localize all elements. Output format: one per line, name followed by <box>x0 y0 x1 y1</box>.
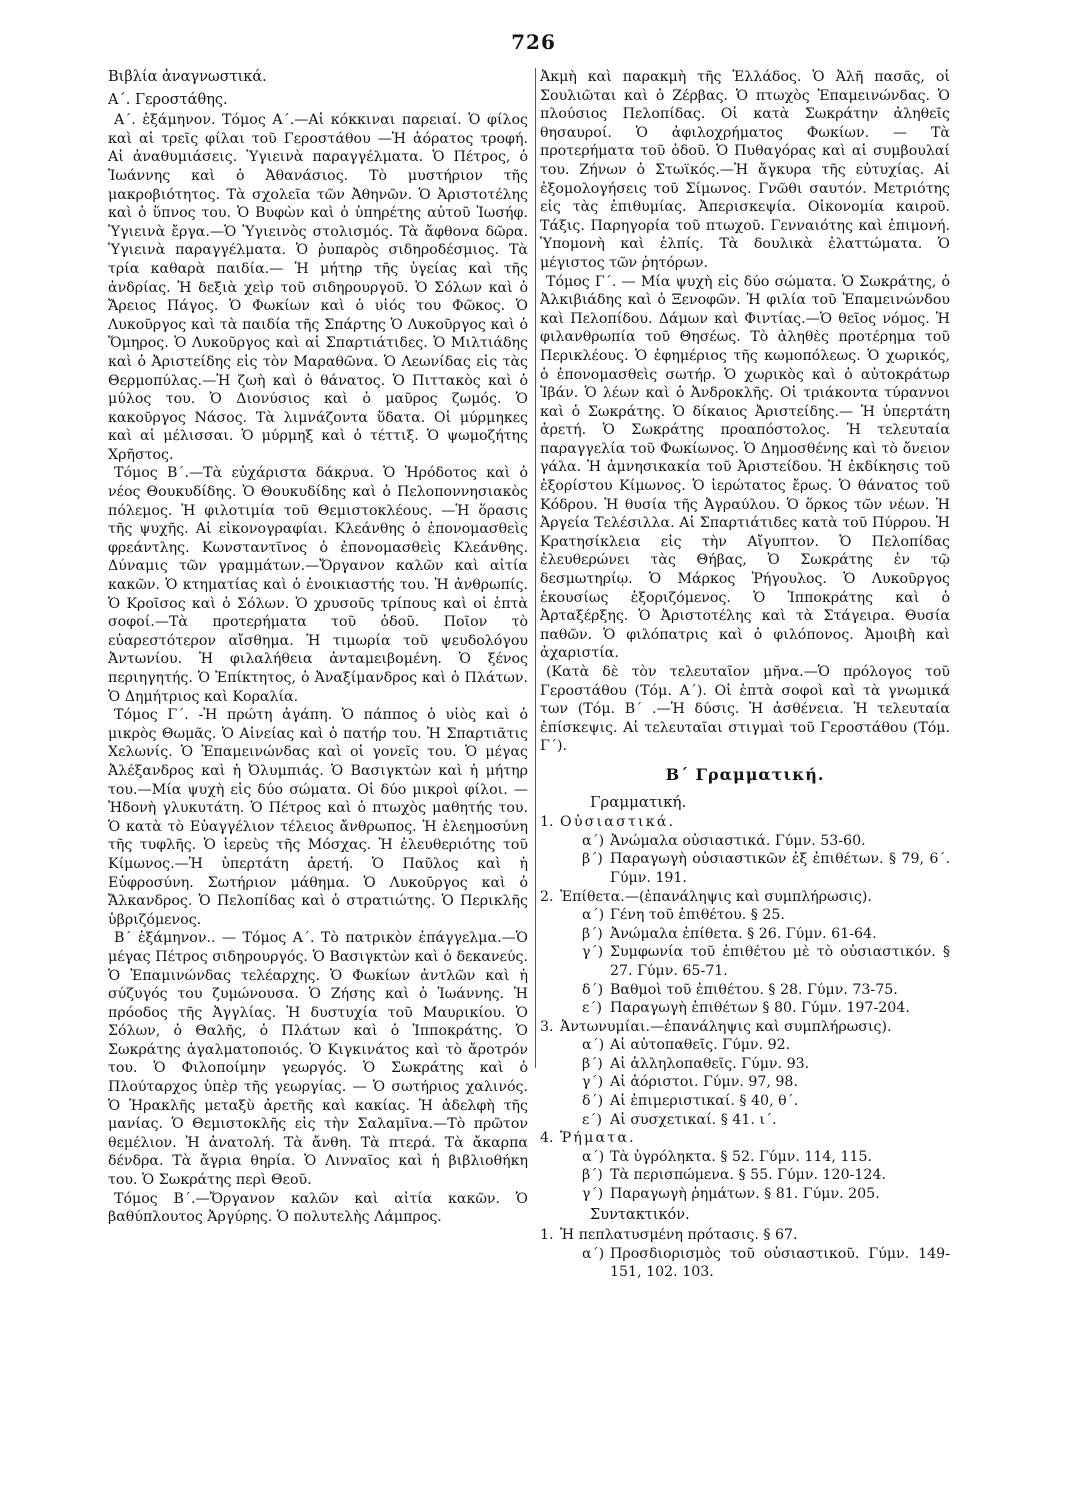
sub-label: β΄) <box>582 925 603 942</box>
list-text: Ῥήματα. <box>560 1130 636 1147</box>
sub-text: Αἱ ἀλληλοπαθεῖς. Γύμν. 93. <box>610 1055 810 1072</box>
paragraph: Τόμος Β΄.—Ὄργανον καλῶν καὶ αἰτία κακῶν. Ὁ βαθύπλουτος Ἀργύρης. Ὁ πολυτελὴς Λάμπρος. <box>108 1190 528 1226</box>
sub-label: δ΄) <box>582 1093 604 1110</box>
syntax-title: Συντακτικόν. <box>590 1206 690 1223</box>
sub-list-item <box>540 1185 950 1204</box>
list-item <box>540 1018 950 1037</box>
sub-text: Αἱ αὐτοπαθεῖς. Γύμν. 92. <box>610 1037 791 1054</box>
sub-list-item <box>540 850 950 887</box>
sub-text: Παραγωγὴ ῥημάτων. § 81. Γύμν. 205. <box>610 1186 880 1203</box>
sub-label: α΄) <box>582 1037 605 1054</box>
sub-list-item <box>540 1111 950 1130</box>
sub-label: β΄) <box>582 851 603 868</box>
sub-label: δ΄) <box>582 981 604 998</box>
sub-list-item <box>540 1148 950 1167</box>
sub-text: Ἀνώμαλα ἐπίθετα. § 26. Γύμν. 61-64. <box>610 925 877 942</box>
sub-list-item <box>540 832 950 851</box>
paragraph: Α΄. ἑξάμηνον. Τόμος Α΄.—Αἱ κόκκιναι παρειαί. Ὁ φίλος καὶ αἱ τρεῖς φίλαι τοῦ Γεροστάθου —Ἡ ἀόρατος τροφή. Αἱ ἀναθυμιάσεις. Ὑγιεινὰ παραγγέλματα. Ὁ Πέτρος, ὁ Ἰωάννης καὶ ὁ Ἀθανάσιος. Τὸ μυστήριον τῆς μακροβιότητος. Τὰ σχολεῖα τῶν Ἀθηνῶν. Ὁ Ἀριστοτέλης καὶ ὁ ὕπνος του. Ὁ Βυφὼν καὶ ὁ ὑπηρέτης αὐτοῦ Ἰωσήφ. Ὑγιεινὰ ἔργα.—Ὁ Ὑγιεινὸς στολισμός. Τὰ ἄφθονα δῶρα. Ὑγιεινὰ παραγγέλματα. Ὁ ῥυπαρὸς σιδηροδέσμιος. Τὰ τρία καθαρὰ παιδία.— Ἡ μήτηρ τῆς ὑγείας καὶ τῆς ἀνδρίας. Ἡ δεξιὰ χεὶρ τοῦ σιδηρουργοῦ. Ὁ Σόλων καὶ ὁ Ἄρειος Πάγος. Ὁ Φωκίων καὶ ὁ υἱός του Φῶκος. Ὁ Λυκοῦργος καὶ τὰ παιδία τῆς Σπάρτης Ὁ Λυκοῦργος καὶ ὁ Ὅμηρος. Ὁ Λυκοῦργος καὶ αἱ Σπαρτιάτιδες. Ὁ Μιλτιάδης καὶ ὁ Ἀριστείδης εἰς τὸν Μαραθῶνα. Ὁ Λεωνίδας εἰς τὰς Θερμοπύλας.—Ἡ ζωὴ καὶ ὁ θάνατος. Ὁ Πιττακὸς καὶ ὁ μύλος του. Ὁ Διονύσιος καὶ ὁ μαῦρος ζωμός. Ὁ κακοῦργος Νάσος. Τὰ λιμνάζοντα ὕδατα. Οἱ μύρμηκες καὶ αἱ μέλισσαι. Ὁ μύρμηξ καὶ ὁ τέττιξ. Ὁ ψωμοζήτης Χρῆστος. <box>108 112 528 463</box>
sub-label: γ΄) <box>582 1186 604 1203</box>
column-divider <box>535 68 536 1068</box>
list-item <box>540 1226 950 1245</box>
list-text: Ἀντωνυμίαι.—ἐπανάληψις καὶ συμπλήρωσις). <box>560 1018 892 1035</box>
sub-label: α΄) <box>582 1245 605 1262</box>
sub-text: Συμφωνία τοῦ ἐπιθέτου μὲ τὸ οὐσιαστικόν. § 27. Γύμν. 65-71. <box>610 944 950 979</box>
paragraph: (Κατὰ δὲ τὸν τελευταῖον μῆνα.—Ὁ πρόλογος τοῦ Γεροστάθου (Τόμ. Α΄). Οἱ ἑπτὰ σοφοὶ καὶ τὰ γνωμικά των (Τόμ. Β΄ .—Ἡ δύσις. Ἡ ἀσθένεια. Ἡ τελευταία ἐπίσκεψις. Αἱ τελευταῖαι στιγμαὶ τοῦ Γεροστάθου (Τόμ. Γ΄). <box>540 664 950 755</box>
paragraph: Β΄ ἑξάμηνον.. — Τόμος Α΄. Τὸ πατρικὸν ἐπάγγελμα.—Ὁ μέγας Πέτρος σιδηρουργός. Ὁ Βασιγκτὼν καὶ ὁ δεκανεύς. Ὁ Ἐπαμινώνδας τελέαρχης. Ὁ Φωκίων ἀντλῶν καὶ ἡ σύζυγός του ζυμώνουσα. Ὁ Ζήσης καὶ ὁ Ἰωάννης. Ἡ πρόοδος τῆς Ἀγγλίας. Ἡ δυστυχία τοῦ Μαυρικίου. Ὁ Σόλων, ὁ Θαλῆς, ὁ Πλάτων καὶ ὁ Ἱπποκράτης. Ὁ Σωκράτης ἀγαλματοποιός. Ὁ Κιγκινάτος καὶ τὸ ἄροτρόν του. Ὁ Φιλοποίμην γεωργός. Ὁ Σωκράτης καὶ ὁ Πλούταρχος ὑπὲρ τῆς γεωργίας. — Ὁ σωτήριος χαλινός. Ὁ Ἡρακλῆς μεταξὺ ἀρετῆς καὶ κακίας. Ἡ ἀδελφὴ τῆς μανίας. Ὁ Θεμιστοκλῆς εἰς τὴν Σαλαμῖνα.—Τὸ πρῶτον θεμέλιον. Ἡ ἀνατολή. Τὰ ἄνθη. Τὰ πτερά. Τὰ ἄκαρπα δένδρα. Τὰ ἄγρια θηρία. Ὁ Λινναῖος καὶ ἡ βιβλιοθήκη του. Ὁ Σωκράτης περὶ Θεοῦ. <box>108 930 528 1189</box>
sub-list-item <box>540 1092 950 1111</box>
section-heading: Βιβλία ἀναγνωστικά. <box>108 69 267 85</box>
sub-text: Ἀνώμαλα οὐσιαστικά. Γύμν. 53-60. <box>610 832 866 849</box>
sub-text: Βαθμοὶ τοῦ ἐπιθέτου. § 28. Γύμν. 73-75. <box>610 981 898 998</box>
page-number: 726 <box>511 30 556 54</box>
sub-text: Αἱ συσχετικαί. § 41. ι΄. <box>610 1111 777 1128</box>
paragraph: Τόμος Γ΄. -Ἡ πρώτη ἀγάπη. Ὁ πάππος ὁ υἱὸς καὶ ὁ μικρὸς Θωμᾶς. Ὁ Αἰνείας καὶ ὁ πατήρ του. Ἡ Σπαρτιᾶτις Χελωνίς. Ὁ Ἐπαμεινώνδας καὶ οἱ γονεῖς του. Ὁ μέγας Ἀλέξανδρος καὶ ἡ Ὀλυμπιάς. Ὁ Βασιγκτὼν καὶ ἡ μήτηρ του.—Μία ψυχὴ εἰς δύο σώματα. Οἱ δύο μικροὶ φίλοι. — Ἡδονὴ γλυκυτάτη. Ὁ Πέτρος καὶ ὁ πτωχὸς μαθητής του. Ὁ κατὰ τὸ Εὐαγγέλιον τέλειος ἄνθρωπος. Ἡ ἐλεημοσύνη τῆς τυφλῆς. Ὁ ἱερεὺς τῆς Μόσχας. Ἡ ἐλευθεριότης τοῦ Κίμωνος.—Ἡ ὑπερτάτη ἀρετή. Ὁ Παῦλος καὶ ἡ Εὐφροσύνη. Σωτήριον μάθημα. Ὁ Λυκοῦργος καὶ ὁ Ἄλκανδρος. Ὁ Πελοπίδας καὶ ὁ στρατιώτης. Ὁ Περικλῆς ὑβριζόμενος. <box>108 707 528 928</box>
sub-label: β΄) <box>582 1167 603 1184</box>
sub-list-item <box>540 1166 950 1185</box>
sub-list-item <box>540 925 950 944</box>
left-column <box>108 68 528 1227</box>
sub-text: Τὰ περισπώμενα. § 55. Γύμν. 120-124. <box>610 1167 886 1184</box>
sub-label: α΄) <box>582 1148 605 1165</box>
sub-label: β΄) <box>582 1055 603 1072</box>
section-title: Β΄ Γραμματική. <box>665 764 825 784</box>
sub-list-item <box>540 1073 950 1092</box>
list-number: 1. <box>540 1227 554 1244</box>
sub-text: Παραγωγὴ ἐπιθέτων § 80. Γύμν. 197-204. <box>610 1000 910 1017</box>
sub-text: Γένη τοῦ ἐπιθέτου. § 25. <box>610 907 785 924</box>
list-item <box>540 813 950 832</box>
sub-text: Προσδιορισμὸς τοῦ οὐσιαστικοῦ. Γύμν. 149-151, 102. 103. <box>610 1245 950 1281</box>
sub-label: ε΄) <box>582 1000 602 1017</box>
sub-label: ε΄) <box>582 1111 602 1128</box>
sub-label: γ΄) <box>582 944 604 961</box>
list-text: Ἡ πεπλατυσμένη πρότασις. § 67. <box>560 1227 798 1244</box>
list-item <box>540 888 950 907</box>
sub-label: α΄) <box>582 907 605 924</box>
sub-list-item <box>540 1036 950 1055</box>
list-number: 3. <box>540 1018 554 1035</box>
sub-text: Αἱ ἀόριστοι. Γύμν. 97, 98. <box>610 1074 798 1091</box>
list-number: 1. <box>540 814 554 831</box>
sub-list-item <box>540 1245 950 1282</box>
sub-list-item <box>540 906 950 925</box>
sub-text: Παραγωγὴ οὐσιαστικῶν ἐξ ἐπιθέτων. § 79, 6΄. Γύμν. 191. <box>610 851 950 886</box>
sub-list-item <box>540 999 950 1018</box>
sub-list-item <box>540 981 950 1000</box>
sub-text: Τὰ ὑγρόληκτα. § 52. Γύμν. 114, 115. <box>610 1148 873 1165</box>
list-number: 4. <box>540 1130 554 1147</box>
grammar-title: Γραμματική. <box>590 792 687 811</box>
sub-list-item <box>540 943 950 980</box>
list-text: Οὐσιαστικά. <box>560 814 676 831</box>
list-item <box>540 1129 950 1148</box>
sub-list-item <box>540 1055 950 1074</box>
list-text: Ἐπίθετα.—(ἐπανάληψις καὶ συμπλήρωσις). <box>560 888 872 905</box>
right-column <box>540 68 950 1282</box>
paragraph: Τόμος Β΄.—Τὰ εὐχάριστα δάκρυα. Ὁ Ἡρόδοτος καὶ ὁ νέος Θουκυδίδης. Ὁ Θουκυδίδης καὶ ὁ Πελοποννησιακὸς πόλεμος. Ἡ φιλοτιμία τοῦ Θεμιστοκλέους. —Ἡ ὅρασις τῆς ψυχῆς. Αἱ εἰκονογραφίαι. Κλεάνθης ὁ ἐπονομασθεὶς φρεάντλης. Κωνσταντῖνος ὁ ἐπονομασθεὶς Κλεάνθης. Δύναμις τῶν γραμμάτων.—Ὄργανον καλῶν καὶ αἰτία κακῶν. Ὁ κτηματίας καὶ ὁ ἐνοικιαστής του. Ἡ ἀνθρωπίς. Ὁ Κροῖσος καὶ ὁ Σόλων. Ὁ χρυσοῦς τρίπους καὶ οἱ ἑπτὰ σοφοί.—Τὰ προτερήματα τοῦ ὁδοῦ. Ποῖον τὸ εὐαρεστότερον αἴσθημα. Ἡ τιμωρία τοῦ ψευδολόγου Ἀντωνίου. Ἡ φιλαλήθεια ἀνταμειβομένη. Ὁ ξένος περιηγητής. Ὁ Ἐπίκτητος, ὁ Ἀναξίμανδρος καὶ ὁ Πλάτων. Ὁ Δημήτριος καὶ Κοραλία. <box>108 465 528 705</box>
sub-label: γ΄) <box>582 1074 604 1091</box>
subsection-heading: Α΄. Γεροστάθης. <box>108 91 228 108</box>
list-number: 2. <box>540 888 554 905</box>
paragraph: Τόμος Γ΄. — Μία ψυχὴ εἰς δύο σώματα. Ὁ Σωκράτης, ὁ Ἀλκιβιάδης καὶ ὁ Ξενοφῶν. Ἡ φιλία τοῦ Ἐπαμεινώνδου καὶ Πελοπίδου. Δάμων καὶ Φιντίας.—Ὁ θεῖος νόμος. Ἡ φιλανθρωπία τοῦ Θησέως. Τὸ ἀληθὲς προτέρημα τοῦ Περικλέους. Ὁ ἐφημέριος τῆς κωμοπόλεως. Ὁ χωρικός, ὁ ἐπονομασθεὶς σωτήρ. Ὁ χωρικὸς καὶ ὁ αὐτοκράτωρ Ἰβάν. Ὁ λέων καὶ ὁ Ἀνδροκλῆς. Οἱ τριάκοντα τύραννοι καὶ ὁ Σωκράτης. Ὁ δίκαιος Ἀριστείδης.— Ἡ ὑπερτάτη ἀρετή. Ὁ Σωκράτης προαπόστολος. Ἡ τελευταία παραγγελία τοῦ Φωκίωνος. Ὁ Δημοσθένης καὶ τὸ ὄνειον γάλα. Ἡ ἀμνησικακία τοῦ Ἀριστείδου. Ἡ ἐκδίκησις τοῦ ἐξορίστου Κίμωνος. Ὁ ἱερώτατος ἔρως. Ὁ θάνατος τοῦ Κόδρου. Ἡ θυσία τῆς Ἀγραύλου. Ὁ ὅρκος τῶν νέων. Ἡ Ἀργεία Τελέσιλλα. Αἱ Σπαρτιάτιδες κατὰ τοῦ Πύρρου. Ἡ Κρατησίκλεια εἰς τὴν Αἴγυπτον. Ὁ Πελοπίδας ἐλευθερώνει τὰς Θήβας, Ὁ Σωκράτης ἐν τῷ δεσμωτηρίῳ. Ὁ Μάρκος Ῥήγουλος. Ὁ Λυκοῦργος ἑκουσίως ἐξοριζόμενος. Ὁ Ἱπποκράτης καὶ ὁ Ἀρταξέρξης. Ὁ Ἀριστοτέλης καὶ τὰ Στάγειρα. Θυσία παθῶν. Ὁ φιλόπατρις καὶ ὁ φιλόπονος. Ἀμοιβὴ καὶ ἀχαριστία. <box>540 273 950 662</box>
sub-text: Αἱ ἐπιμεριστικαί. § 40, θ΄. <box>610 1093 799 1110</box>
sub-label: α΄) <box>582 832 605 849</box>
paragraph: Ἀκμὴ καὶ παρακμὴ τῆς Ἑλλάδος. Ὁ Ἀλῆ πασᾶς, οἱ Σουλιῶται καὶ ὁ Ζέρβας. Ὁ πτωχὸς Ἐπαμεινώνδας. Ὁ πλούσιος Πελοπίδας. Οἱ κατὰ Σωκράτην ἀληθεῖς θησαυροί. Ὁ ἀφιλοχρήματος Φωκίων. — Τὰ προτερήματα τοῦ ὁδοῦ. Ὁ Πυθαγόρας καὶ αἱ συμβουλαί του. Ζήνων ὁ Στωϊκός.—Ἡ ἄγκυρα τῆς εὐτυχίας. Αἱ ἐξομολογήσεις τοῦ Σίμωνος. Γνῶθι σαυτόν. Μετριότης εἰς τὰς ἐπιθυμίας. Ἀπερισκεψία. Οἰκονομία καιροῦ. Τάξις. Παρηγορία τοῦ πτωχοῦ. Γενναιότης καὶ ἐπιμονή. Ὑπομονὴ καὶ ἐλπίς. Τὰ δουλικὰ ἐλαττώματα. Ὁ μέγιστος τῶν ῥητόρων. <box>540 69 950 271</box>
